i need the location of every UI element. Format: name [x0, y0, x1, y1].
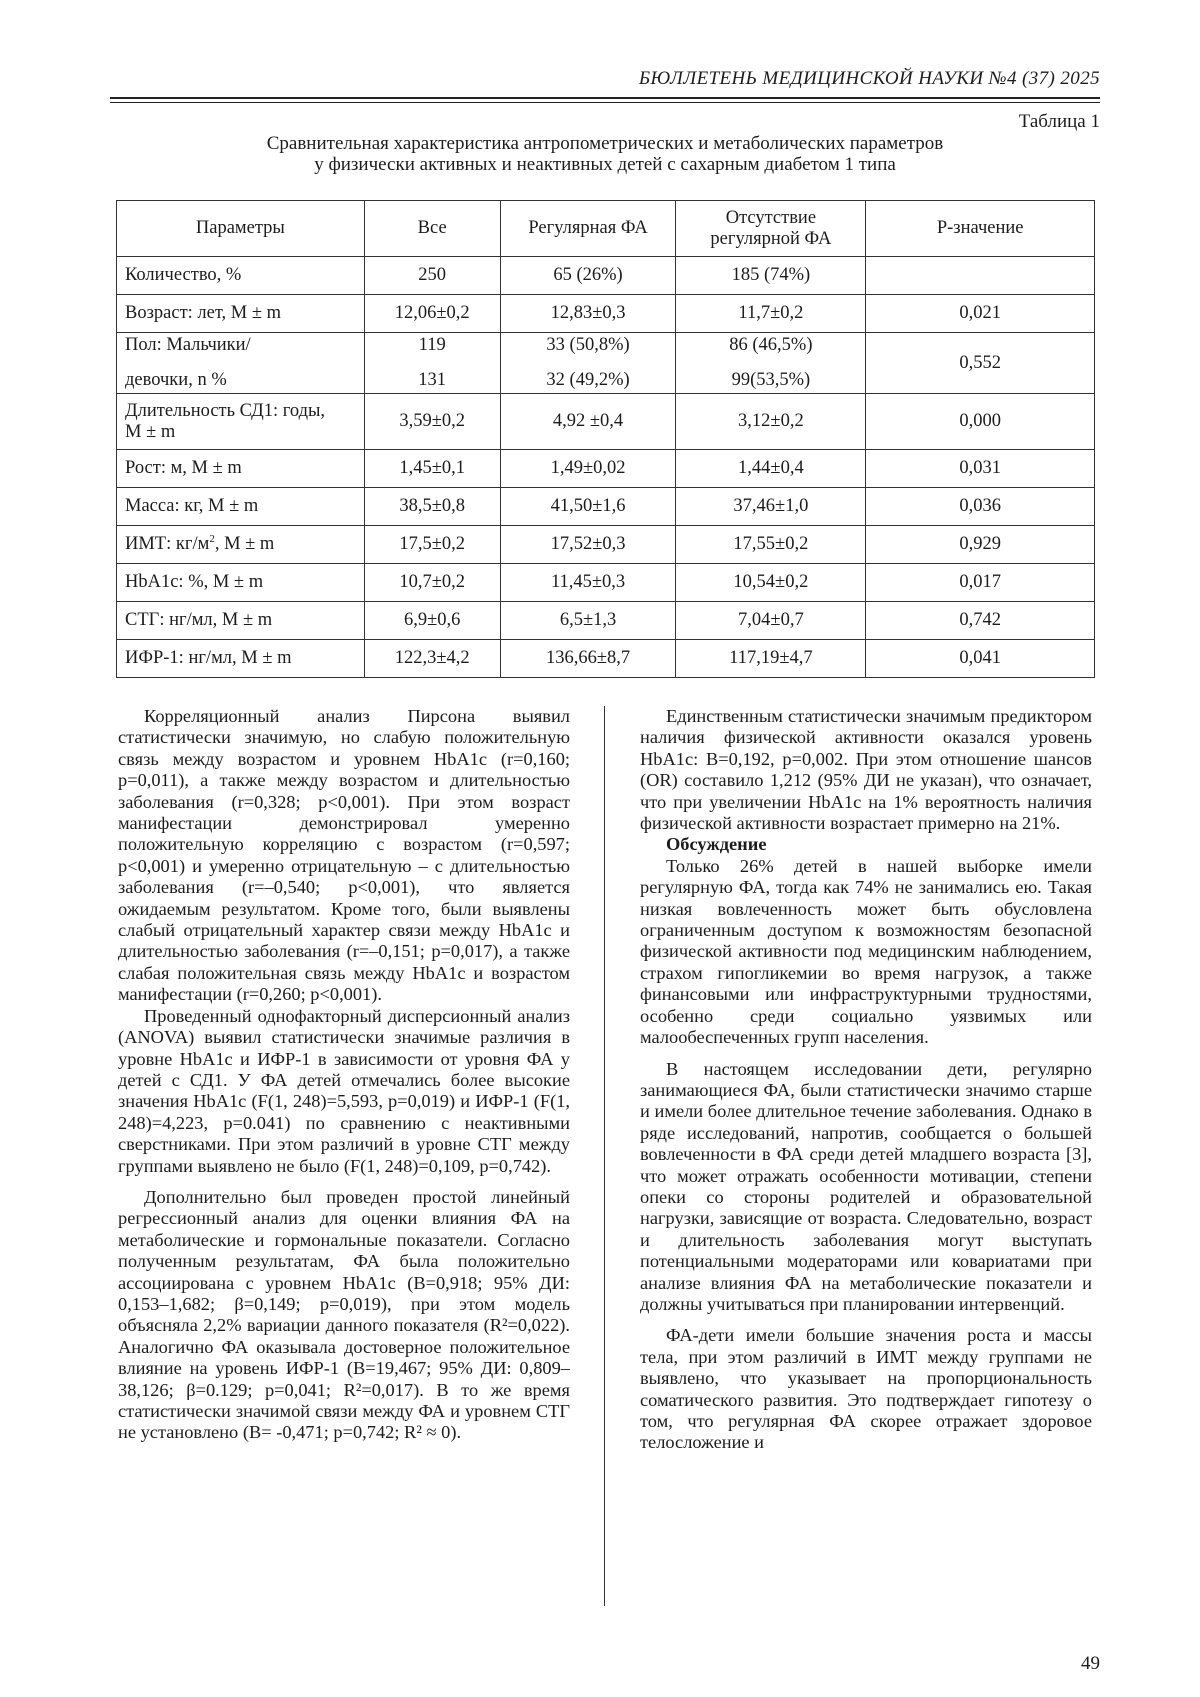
cell-regular: 4,92 ±0,4	[500, 394, 676, 450]
cell-regular	[500, 333, 676, 394]
col-header-all: Все	[364, 201, 500, 257]
paragraph: Единственным статистически значимым предиктором наличия физической активности оказался уровень HbA1c: B=0,192, p=0,002. При этом отношение шансов (OR) составило 1,212 (95% ДИ не указан), что означает, что при увеличении HbA1c на 1% вероятность наличия физической активности возрастает примерно на 21%.	[640, 706, 1092, 834]
cell-param: Рост: м, М ± m	[117, 450, 365, 488]
cell-param-line-2: М ± m	[125, 421, 176, 442]
table-row	[117, 488, 1095, 526]
cell-regular: 136,66±8,7	[500, 640, 676, 678]
table-row	[117, 602, 1095, 640]
cell-regular: 11,45±0,3	[500, 564, 676, 602]
table-row	[117, 526, 1095, 564]
cell-param: Количество, %	[117, 257, 365, 295]
cell-regular: 65 (26%)	[500, 257, 676, 295]
col-header-p: Р-значение	[866, 201, 1095, 257]
cell-p: 0,036	[866, 488, 1095, 526]
cell-absent: 3,12±0,2	[676, 394, 866, 450]
cell-absent: 7,04±0,7	[676, 602, 866, 640]
cell-all: 38,5±0,8	[364, 488, 500, 526]
cell-all: 12,06±0,2	[364, 295, 500, 333]
cell-all: 1,45±0,1	[364, 450, 500, 488]
cell-regular: 1,49±0,02	[500, 450, 676, 488]
cell-regular: 41,50±1,6	[500, 488, 676, 526]
right-column	[640, 706, 1092, 1454]
cell-p	[866, 257, 1095, 295]
journal-header: БЮЛЛЕТЕНЬ МЕДИЦИНСКОЙ НАУКИ №4 (37) 2025	[638, 68, 1100, 89]
header-rule	[110, 97, 1100, 99]
cell-absent: 11,7±0,2	[676, 295, 866, 333]
cell-param-line-1: Пол: Мальчики/	[125, 335, 251, 355]
cell-p: 0,017	[866, 564, 1095, 602]
table-row	[117, 450, 1095, 488]
data-table	[116, 200, 1095, 678]
cell-param: ИФР-1: нг/мл, М ± m	[117, 640, 365, 678]
cell-regular: 12,83±0,3	[500, 295, 676, 333]
table-caption-line-2: у физически активных и неактивных детей с сахарным диабетом 1 типа	[314, 154, 896, 175]
cell-all-girls: 131	[418, 370, 447, 390]
table-row	[117, 333, 1095, 394]
cell-p: 0,041	[866, 640, 1095, 678]
paragraph: Проведенный однофакторный дисперсионный анализ (ANOVA) выявил статистически значимые различия в уровне HbA1c и ИФР-1 в зависимости от уровня ФА у детей с СД1. У ФА детей отмечались более высокие значения HbA1c (F(1, 248)=5,593, p=0,019) и ИФР-1 (F(1, 248)=4,223, p=0.041) по сравнению с неактивными сверстниками. При этом различий в уровне СТГ между группами выявлено не было (F(1, 248)=0,109, p=0,742).	[118, 1005, 570, 1176]
cell-param	[117, 526, 365, 564]
cell-param: HbA1c: %, М ± m	[117, 564, 365, 602]
table-row	[117, 257, 1095, 295]
cell-p: 0,742	[866, 602, 1095, 640]
cell-p: 0,000	[866, 394, 1095, 450]
col-header-absent-line-2: регулярной ФА	[710, 228, 832, 249]
cell-param-text-tail: , М ± m	[214, 534, 275, 554]
cell-param	[117, 333, 365, 394]
cell-param-line-2: девочки, n %	[125, 370, 227, 390]
cell-param: Масса: кг, М ± m	[117, 488, 365, 526]
cell-absent: 10,54±0,2	[676, 564, 866, 602]
cell-all: 10,7±0,2	[364, 564, 500, 602]
cell-absent: 117,19±4,7	[676, 640, 866, 678]
cell-all: 250	[364, 257, 500, 295]
cell-absent-girls: 99(53,5%)	[731, 370, 811, 390]
cell-all: 6,9±0,6	[364, 602, 500, 640]
cell-absent: 17,55±0,2	[676, 526, 866, 564]
cell-regular: 17,52±0,3	[500, 526, 676, 564]
cell-param: Возраст: лет, М ± m	[117, 295, 365, 333]
cell-param-line-1: Длительность СД1: годы,	[125, 400, 326, 421]
left-column	[118, 706, 570, 1444]
cell-all: 17,5±0,2	[364, 526, 500, 564]
page-number: 49	[1081, 1653, 1100, 1674]
table-label: Таблица 1	[1018, 111, 1100, 132]
cell-p: 0,929	[866, 526, 1095, 564]
table-row	[117, 564, 1095, 602]
cell-absent: 37,46±1,0	[676, 488, 866, 526]
cell-param-superscript: 2	[209, 532, 215, 545]
column-divider	[604, 706, 605, 1606]
cell-p: 0,021	[866, 295, 1095, 333]
table-caption-line-1: Сравнительная характеристика антропометрических и метаболических параметров	[266, 133, 944, 154]
cell-absent: 1,44±0,4	[676, 450, 866, 488]
col-header-regular: Регулярная ФА	[500, 201, 676, 257]
cell-regular-girls: 32 (49,2%)	[546, 370, 630, 390]
cell-absent: 185 (74%)	[676, 257, 866, 295]
table-row	[117, 295, 1095, 333]
header-rule-thin	[110, 102, 1100, 103]
cell-param: СТГ: нг/мл, М ± m	[117, 602, 365, 640]
cell-absent	[676, 333, 866, 394]
cell-regular-boys: 33 (50,8%)	[546, 335, 630, 355]
cell-absent-boys: 86 (46,5%)	[729, 335, 813, 355]
cell-all: 3,59±0,2	[364, 394, 500, 450]
table-header-row	[117, 201, 1095, 257]
paragraph: ФА-дети имели большие значения роста и массы тела, при этом различий в ИМТ между группами не выявлено, что указывает на пропорциональность соматического развития. Это подтверждает гипотезу о том, что регулярная ФА скорее отражает здоровое телосложение и	[640, 1325, 1092, 1453]
cell-regular: 6,5±1,3	[500, 602, 676, 640]
cell-all	[364, 333, 500, 394]
cell-p: 0,552	[866, 333, 1095, 394]
section-heading: Обсуждение	[666, 834, 767, 855]
col-header-absent-line-1: Отсутствие	[725, 207, 817, 228]
cell-all: 122,3±4,2	[364, 640, 500, 678]
cell-param-text: ИМТ: кг/м	[125, 534, 210, 554]
cell-param	[117, 394, 365, 450]
table-row	[117, 640, 1095, 678]
paragraph: Дополнительно был проведен простой линейный регрессионный анализ для оценки влияния ФА на метаболические и гормональные показатели. Согласно полученным результатам, ФА была положительно ассоциирована с уровнем HbA1c (B=0,918; 95% ДИ: 0,153–1,682; β=0,149; p=0,019), при этом модель объясняла 2,2% вариации данного показателя (R²=0,022). Аналогично ФА оказывала достоверное положительное влияние на уровень ИФР-1 (B=19,467; 95% ДИ: 0,809–38,126; β=0.129; p=0,041; R²=0,017). В то же время статистически значимой связи между ФА и уровнем СТГ не установлено (B= -0,471; p=0,742; R² ≈ 0).	[118, 1186, 570, 1443]
table-row	[117, 394, 1095, 450]
cell-all-boys: 119	[418, 335, 446, 355]
paragraph: Корреляционный анализ Пирсона выявил статистически значимую, но слабую положительную связь между возрастом и уровнем HbA1c (r=0,160; p=0,011), а также между возрастом и длительностью заболевания (r=0,328; p<0,001). При этом возраст манифестации демонстрировал умеренно положительную корреляцию с возрастом (r=0,597; p<0,001) и умеренно отрицательную – с длительностью заболевания (r=–0,540; p<0,001), что является ожидаемым результатом. Кроме того, были выявлены слабый отрицательный характер связи между HbA1c и длительностью заболевания (r=–0,151; p=0,017), а также слабая положительная связь между HbA1c и возрастом манифестации (r=0,260; p<0,001).	[118, 706, 570, 1005]
paragraph: Только 26% детей в нашей выборке имели регулярную ФА, тогда как 74% не занимались ею. Такая низкая вовлеченность может быть обусловлена ограниченным доступом к возможностям безопасной физической активности под медицинским наблюдением, страхом гипогликемии во время нагрузок, а также финансовыми или инфраструктурными трудностями, особенно среди социально уязвимых или малообеспеченных групп населения.	[640, 855, 1092, 1048]
table-caption	[110, 133, 1100, 175]
paragraph: В настоящем исследовании дети, регулярно занимающиеся ФА, были статистически значимо старше и имели более длительное течение заболевания. Однако в ряде исследований, напротив, сообщается о большей вовлеченности в ФА среди детей младшего возраста [3], что может отражать особенности мотивации, степени опеки со стороны родителей и образовательной нагрузки, зависящие от возраста. Следовательно, возраст и длительность заболевания могут выступать потенциальными модераторами или ковариатами при анализе влияния ФА на метаболические показатели и должны учитываться при планировании интервенций.	[640, 1058, 1092, 1314]
col-header-params: Параметры	[117, 201, 365, 257]
cell-p: 0,031	[866, 450, 1095, 488]
col-header-absent	[676, 201, 866, 257]
